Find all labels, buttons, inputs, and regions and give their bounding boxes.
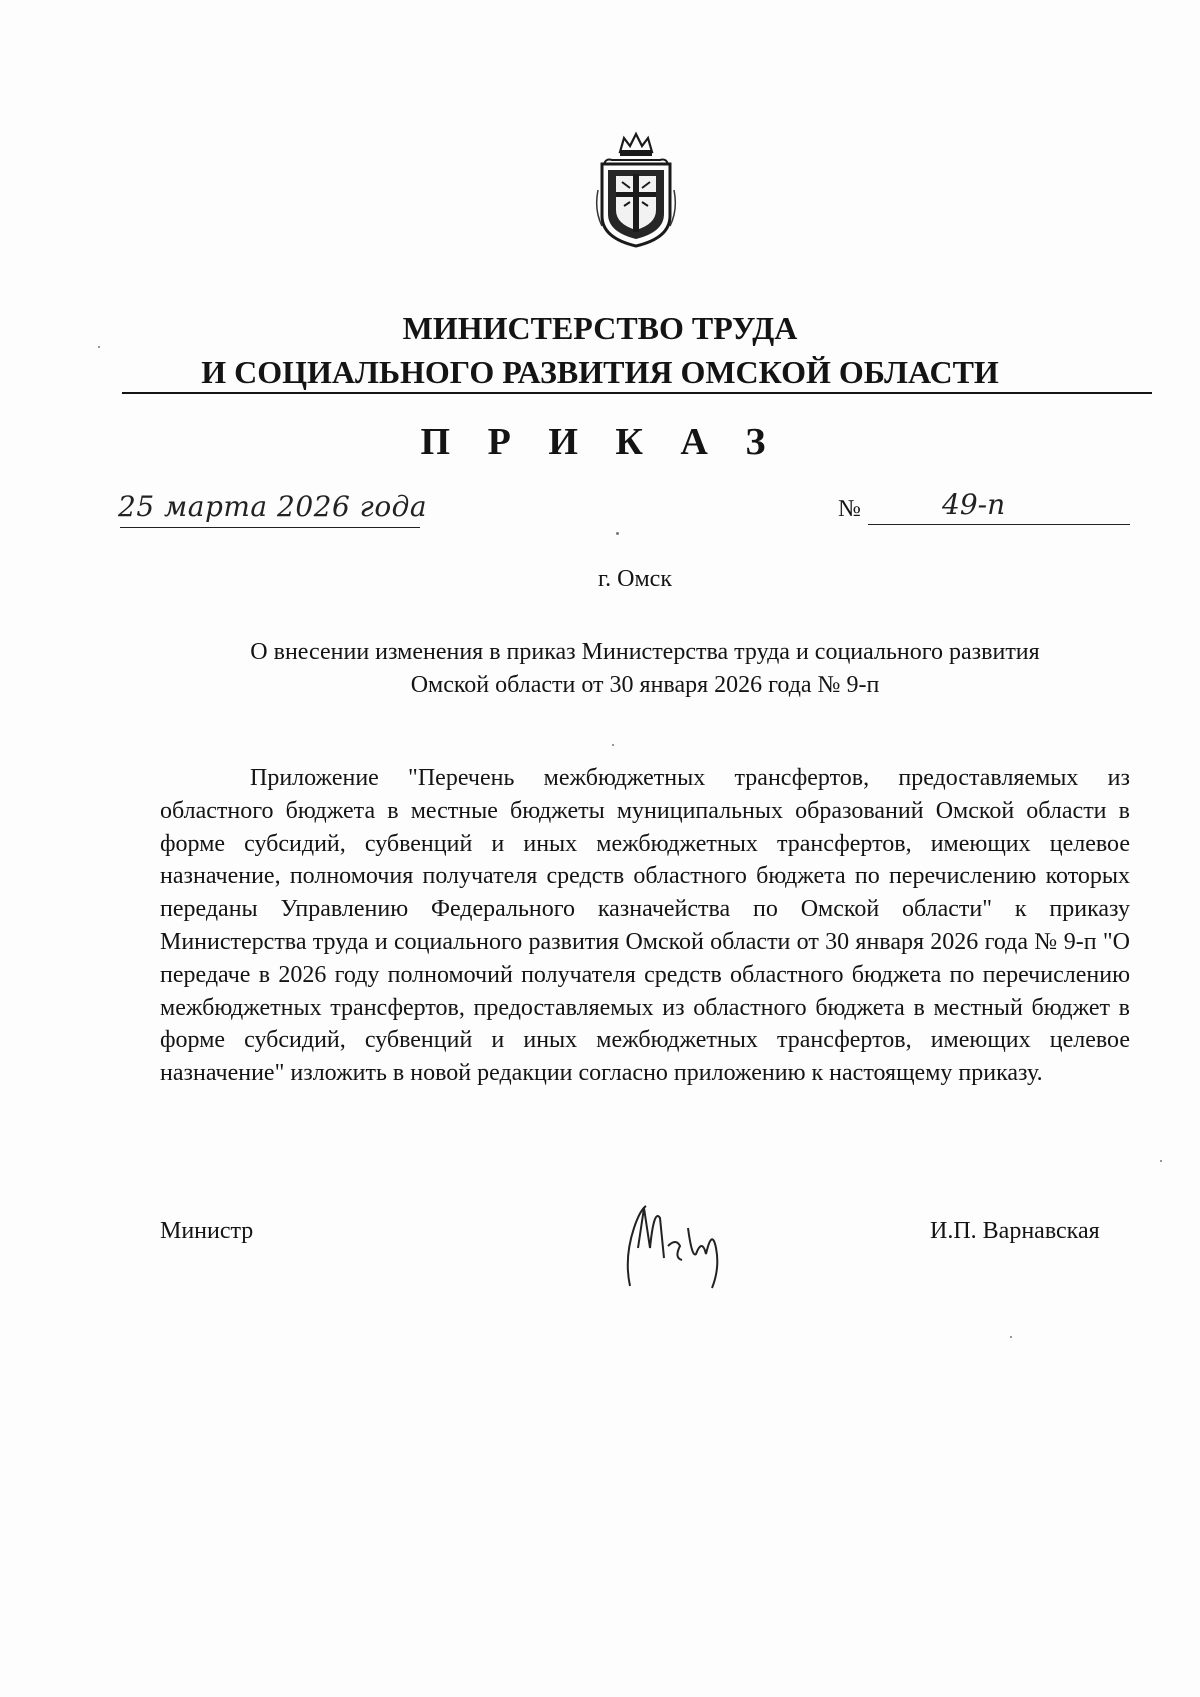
signatory-position: Министр <box>160 1218 254 1244</box>
handwritten-signature-icon <box>620 1188 780 1298</box>
handwritten-date: 25 марта 2026 года <box>118 490 428 523</box>
signatory-name: И.П. Варнавская <box>930 1218 1100 1244</box>
subject-line1: О внесении изменения в приказ Министерства труда и социального развития <box>250 639 1040 665</box>
ministry-name-line1: МИНИСТЕРСТВО ТРУДА <box>402 310 798 346</box>
city-name: г. Омск <box>598 566 672 592</box>
order-body-paragraph: Приложение "Перечень межбюджетных трансфертов, предоставляемых из областного бюджета в местные бюджеты муниципальных образований Омской области в форме субсидий, субвенций и иных межбюджетных трансфертов, имеющих целевое назначение, полномочия получателя средств областного бюджета по перечислению которых переданы Управлению Федерального казначейства по Омской области" к приказу Министерства труда и социального развития Омской области от 30 января 2026 года № 9-п "О передаче в 2026 году полномочий получателя средств областного бюджета по перечислению межбюджетных трансфертов, предоставляемых из областного бюджета в местный бюджет в форме субсидий, субвенций и иных межбюджетных трансфертов, имеющих целевое назначение" изложить в новой редакции согласно приложению к настоящему приказу. <box>160 765 1130 1087</box>
scan-speck <box>1160 1160 1162 1162</box>
omsk-oblast-coat-of-arms-icon <box>590 130 682 250</box>
handwritten-number: 49-п <box>942 488 1006 521</box>
order-subject <box>160 636 1130 702</box>
number-underline <box>868 524 1130 525</box>
header-divider <box>122 392 1152 394</box>
scan-speck <box>612 744 614 746</box>
subject-line2: Омской области от 30 января 2026 года № 9-п <box>410 672 880 698</box>
ministry-name-line2: И СОЦИАЛЬНОГО РАЗВИТИЯ ОМСКОЙ ОБЛАСТИ <box>201 354 999 390</box>
scan-speck <box>616 532 619 535</box>
scan-speck <box>98 346 100 348</box>
order-body <box>160 762 1130 1090</box>
date-underline <box>120 527 420 528</box>
number-label: № <box>838 496 861 522</box>
scan-speck <box>1010 1336 1012 1338</box>
document-type-title: П Р И К А З <box>420 421 780 463</box>
